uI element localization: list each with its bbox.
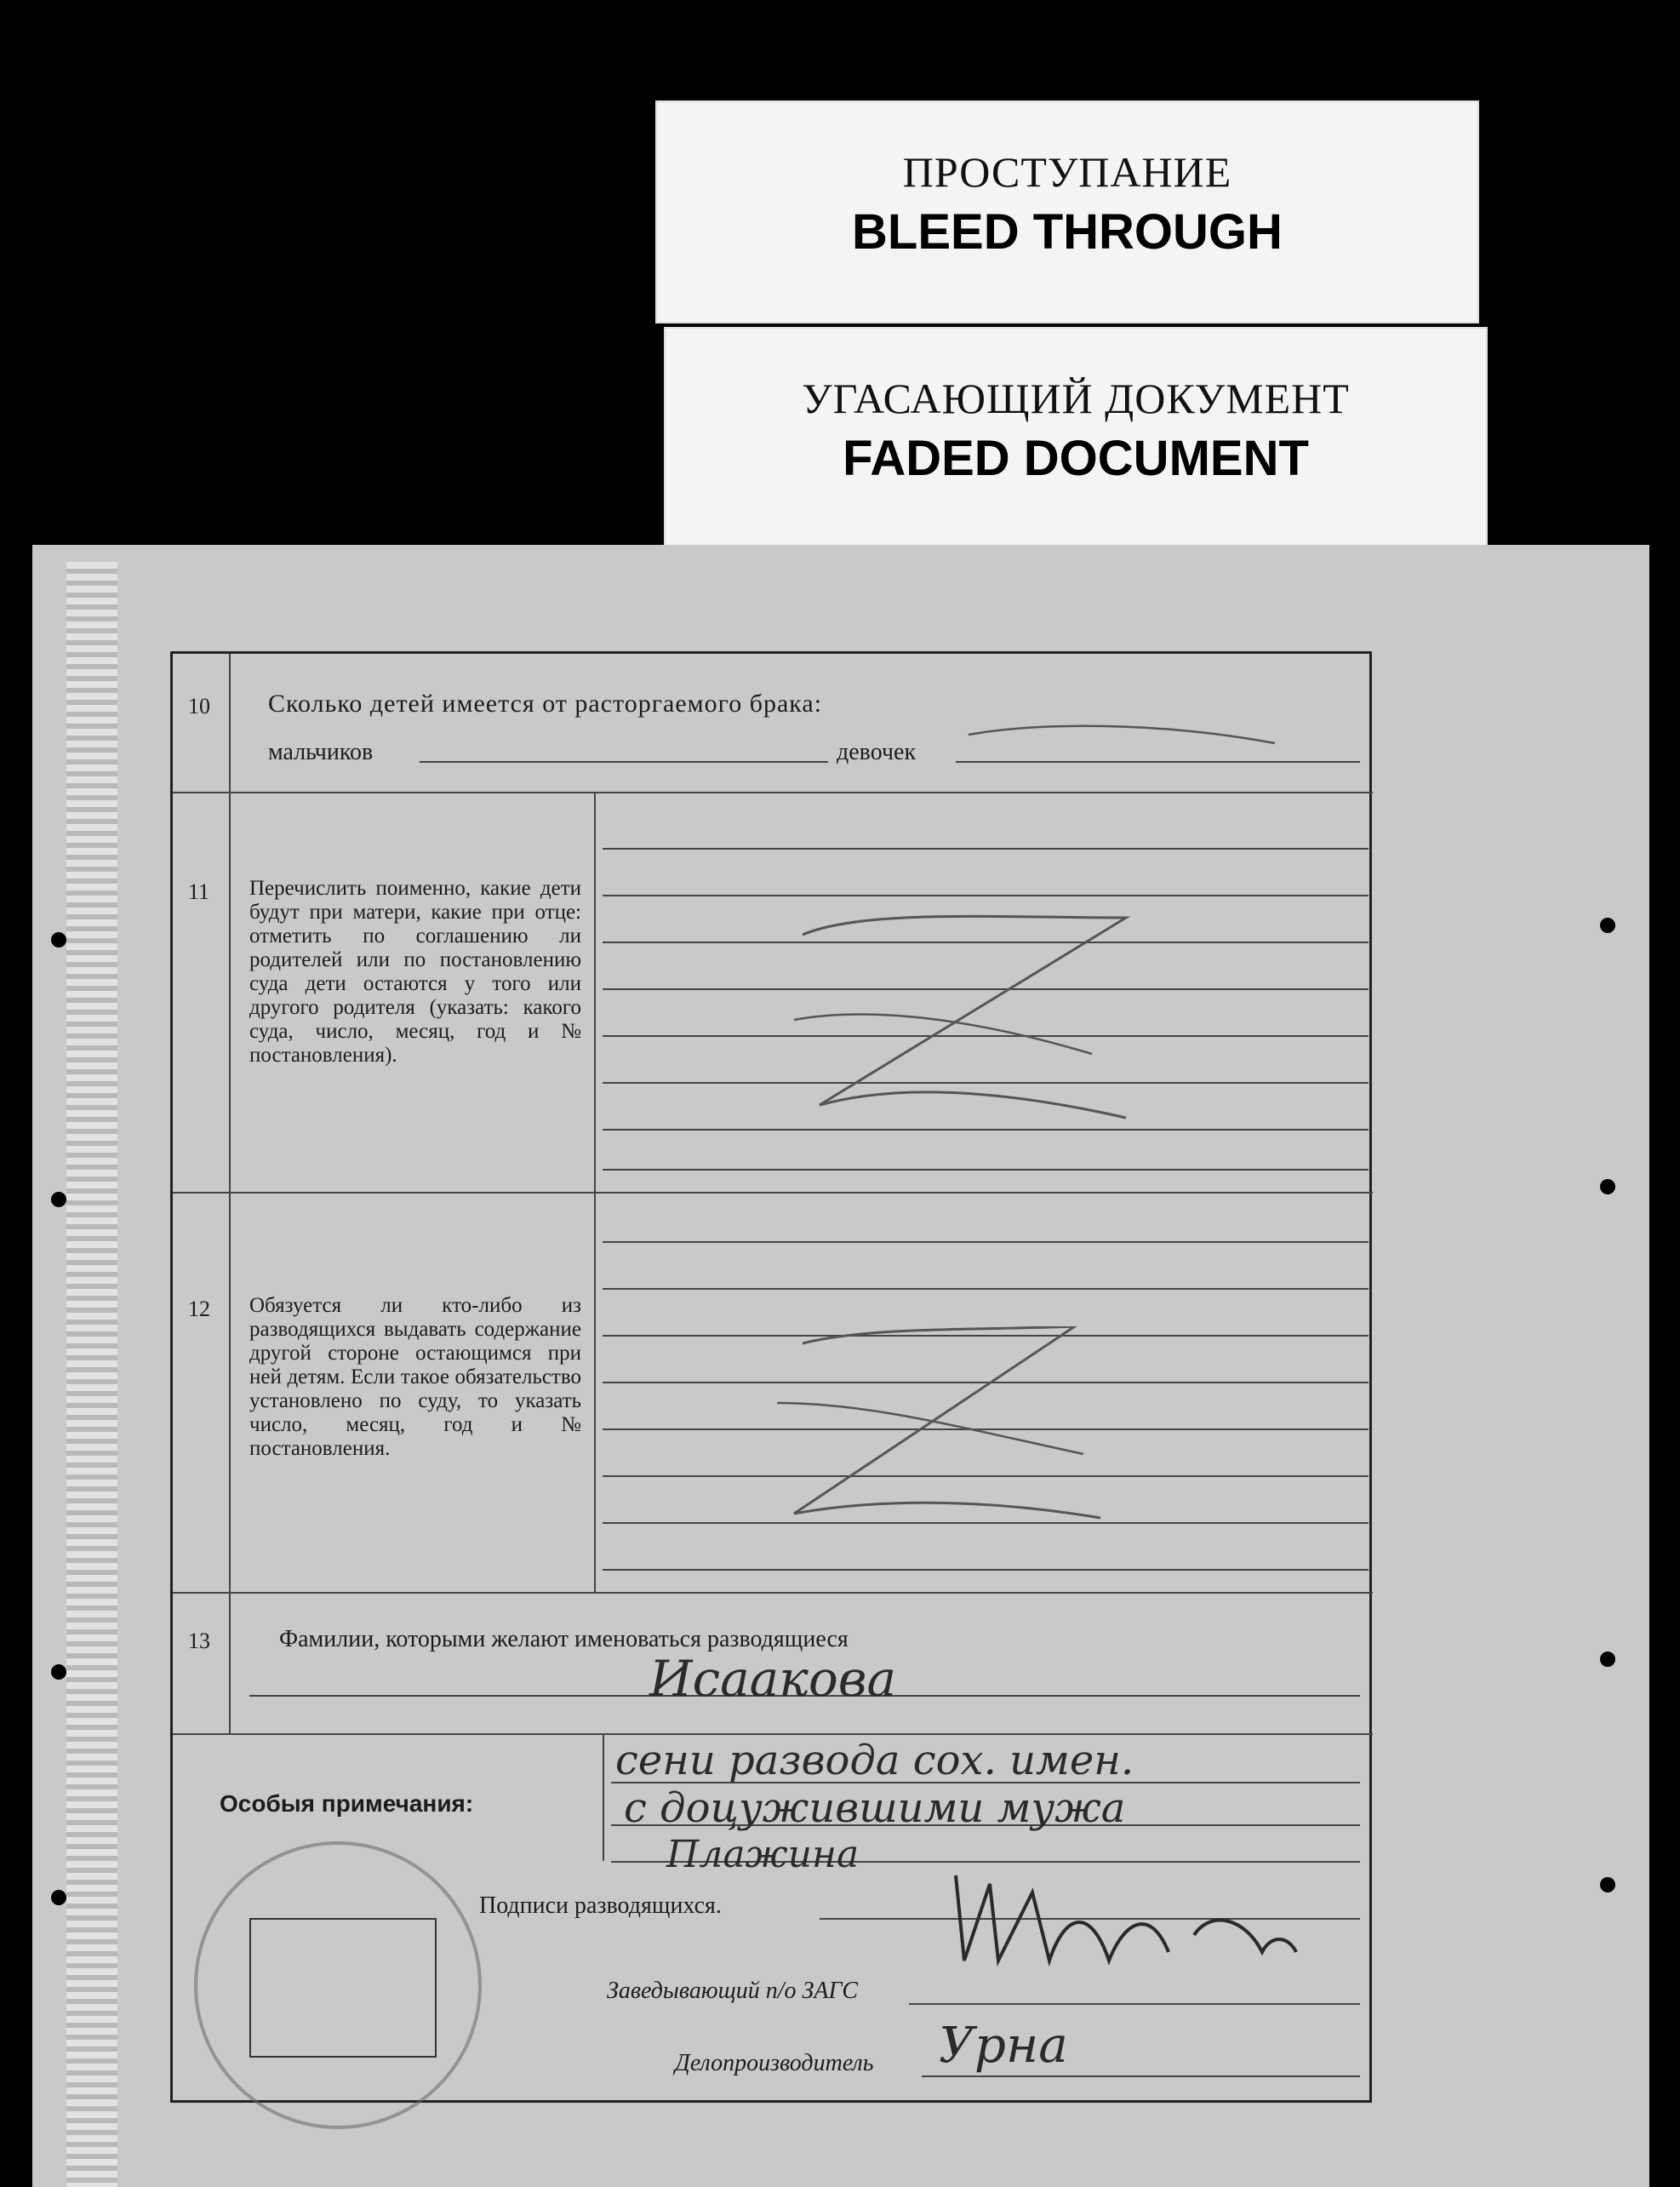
q11-z-cross-mark	[786, 909, 1143, 1131]
bleed-through-ru: ПРОСТУПАНИЕ	[902, 148, 1232, 196]
clerk-signature-line	[922, 2075, 1360, 2077]
faded-document-card	[664, 327, 1488, 550]
divorce-record-form	[170, 651, 1372, 2103]
head-signature-line	[909, 2003, 1360, 2005]
clerk-handwritten-signature: Урна	[939, 2016, 1068, 2074]
punch-hole-icon	[1600, 1877, 1615, 1892]
q10-text: Сколько детей имеется от расторгаемого брака:	[268, 690, 823, 718]
q10-number: 10	[188, 694, 210, 719]
q10-girls-label: девочек	[837, 739, 917, 765]
q11-bottom-border	[173, 1192, 1373, 1194]
answer-line	[603, 1241, 1369, 1243]
q12-text: Обязуется ли кто-либо из разводящихся выдавать содержание другой стороне остающимся при ней детям. Если такое обязательство установлено по суду, то указать число, месяц, год и № постановления.	[249, 1294, 581, 1460]
q10-boys-line	[420, 761, 828, 763]
punch-hole-icon	[1600, 1179, 1615, 1194]
q10-girls-line	[956, 761, 1360, 763]
q11-text: Перечислить поименно, какие дети будут при матери, какие при отце: отметить по соглашению ли родителей или по постановлению суда дети остаются у того или другого родителя (указать: какого суда, число, месяц, год и № постановления).	[249, 877, 581, 1067]
punch-hole-icon	[51, 932, 66, 948]
answer-line	[603, 895, 1369, 896]
head-zags-label: Заведывающий п/о ЗАГС	[607, 1978, 859, 2004]
punch-hole-icon	[51, 1890, 66, 1905]
q13-text: Фамилии, которыми желают именоваться разводящиеся	[279, 1626, 849, 1652]
q12-z-cross-mark	[769, 1326, 1109, 1531]
remarks-handwriting-line2: с доцужившими мужа	[624, 1784, 1126, 1832]
remarks-label: Особыя примечания:	[220, 1790, 474, 1817]
punch-hole-icon	[51, 1664, 66, 1680]
faded-document-en: FADED DOCUMENT	[843, 431, 1309, 486]
answer-line	[603, 1288, 1369, 1290]
answer-line	[603, 1169, 1369, 1171]
punch-hole-icon	[51, 1192, 66, 1207]
q10-bottom-border	[173, 792, 1373, 793]
photo-box	[249, 1918, 437, 2058]
bleed-through-card	[655, 100, 1479, 323]
q12-bottom-border	[173, 1592, 1373, 1594]
clerk-label: Делопроизводитель	[675, 2050, 874, 2076]
q12-number: 12	[188, 1297, 210, 1321]
remarks-divider	[603, 1733, 604, 1861]
punch-hole-icon	[1600, 1652, 1615, 1667]
remarks-handwriting-line3: Плажина	[666, 1833, 860, 1876]
signatures-label: Подписи разводящихся.	[479, 1892, 722, 1919]
q13-bottom-border	[173, 1733, 1373, 1735]
remarks-handwriting-line1: сени развода сох. имен.	[615, 1737, 1134, 1784]
q13-handwritten-surname: Исаакова	[649, 1650, 897, 1708]
q13-number: 13	[188, 1629, 210, 1653]
q11-answer-divider	[594, 792, 596, 1192]
q11-number: 11	[188, 879, 210, 904]
bleed-through-en: BLEED THROUGH	[852, 204, 1283, 260]
torn-paper-edge	[66, 562, 117, 2187]
answer-line	[603, 1569, 1369, 1571]
punch-hole-icon	[1600, 918, 1615, 933]
q10-dash-mark	[964, 718, 1279, 752]
answer-line	[603, 848, 1369, 850]
faded-document-ru: УГАСАЮЩИЙ ДОКУМЕНТ	[802, 375, 1350, 422]
head-signature-scribble	[939, 1858, 1305, 2012]
q12-answer-divider	[594, 1192, 596, 1592]
number-column-divider	[229, 654, 231, 1733]
q10-boys-label: мальчиков	[268, 739, 374, 765]
